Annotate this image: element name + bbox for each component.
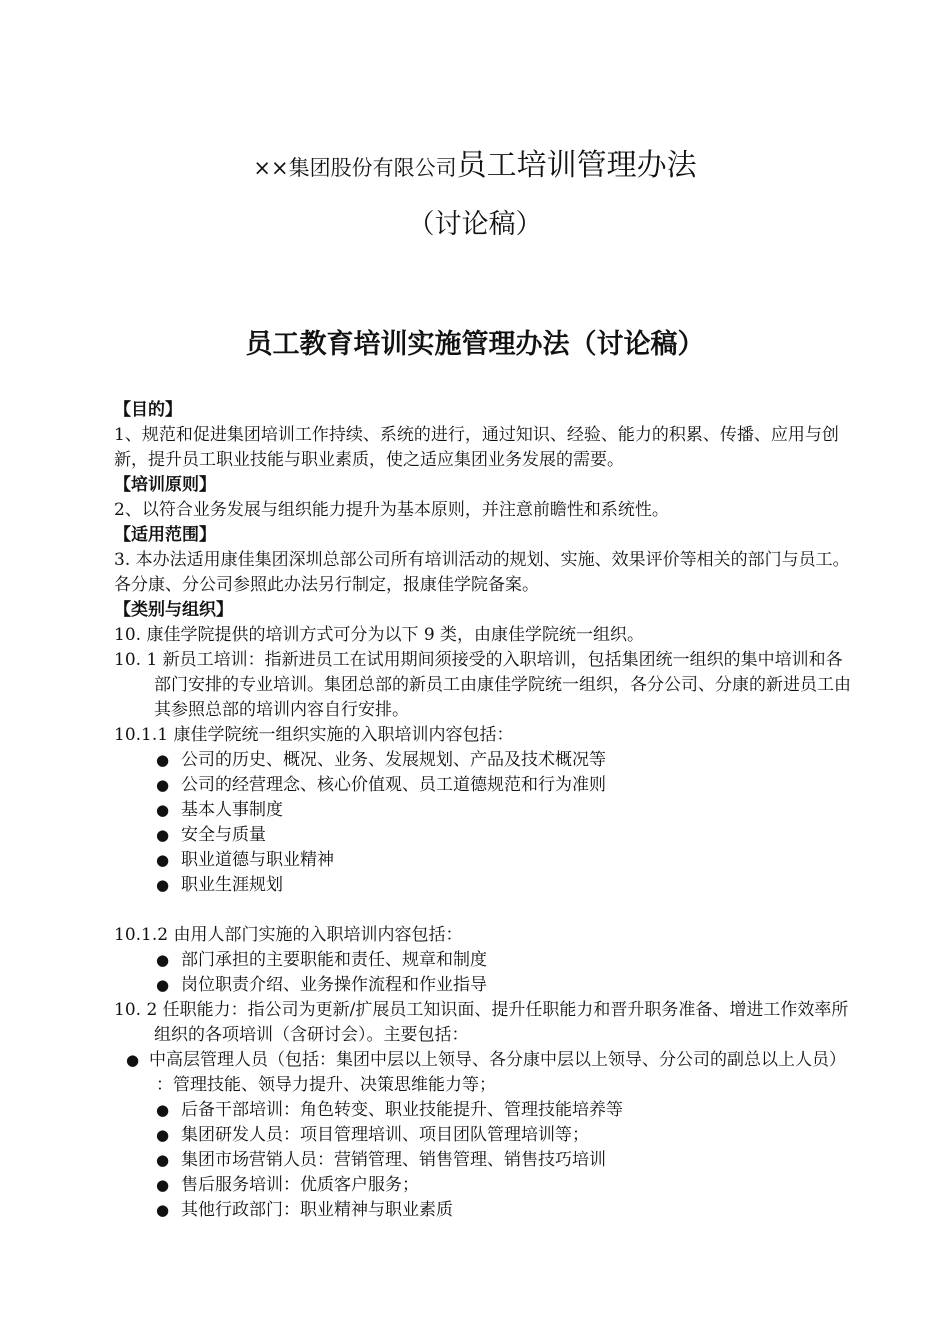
- list-item: ● 售后服务培训：优质客户服务；: [156, 1173, 854, 1198]
- bullet-icon: ●: [156, 751, 170, 769]
- document-title: [0, 140, 950, 184]
- list-item: ● 安全与质量: [156, 823, 854, 848]
- bullet-icon: ●: [156, 1201, 170, 1219]
- competency-list: [114, 1098, 854, 1223]
- scope-text: 3. 本办法适用康佳集团深圳总部公司所有培训活动的规划、实施、效果评价等相关的部门与员工。各分康、分公司参照此办法另行制定，报康佳学院备案。: [114, 550, 850, 595]
- list-item: ● 公司的经营理念、核心价值观、员工道德规范和行为准则: [156, 773, 854, 798]
- purpose-text: 1、规范和促进集团培训工作持续、系统的进行，通过知识、经验、能力的积累、传播、应用与创新，提升员工职业技能与职业素质，使之适应集团业务发展的需要。: [114, 425, 839, 470]
- bullet-icon: ●: [156, 851, 170, 869]
- list-item: ● 公司的历史、概况、业务、发展规划、产品及技术概况等: [156, 748, 854, 773]
- bullet-icon: ●: [156, 1176, 170, 1194]
- category-heading: 【类别与组织】: [114, 600, 233, 620]
- list-item: ● 基本人事制度: [156, 798, 854, 823]
- induction-college-list: [114, 748, 854, 898]
- bullet-icon: ●: [156, 1101, 170, 1119]
- list-item: ● 集团研发人员：项目管理培训、项目团队管理培训等；: [156, 1123, 854, 1148]
- principle-text: 2、以符合业务发展与组织能力提升为基本原则，并注意前瞻性和系统性。: [114, 500, 669, 520]
- list-item: ● 后备干部培训：角色转变、职业技能提升、管理技能培养等: [156, 1098, 854, 1123]
- list-item: ● 职业生涯规划: [156, 873, 854, 898]
- bullet-icon: ●: [156, 976, 170, 994]
- principle-heading: 【培训原则】: [114, 475, 216, 495]
- section-title: 员工教育培训实施管理办法（讨论稿）: [245, 329, 705, 360]
- category-intro: 10. 康佳学院提供的培训方式可分为以下 9 类，由康佳学院统一组织。: [114, 625, 645, 645]
- competency-first-item: ● 中高层管理人员（包括：集团中层以上领导、各分康中层以上领导、分公司的副总以上人员） ：管理技能、领导力提升、决策思维能力等；: [126, 1050, 846, 1095]
- draft-label: （讨论稿）: [407, 209, 543, 240]
- induction-college-intro: 10.1.1 康佳学院统一组织实施的入职培训内容包括：: [114, 725, 514, 745]
- list-item: ● 集团市场营销人员：营销管理、销售管理、销售技巧培训: [156, 1148, 854, 1173]
- list-item: ● 其他行政部门：职业精神与职业素质: [156, 1198, 854, 1223]
- bullet-icon: ●: [156, 1126, 170, 1144]
- list-item: ● 部门承担的主要职能和责任、规章和制度: [156, 948, 854, 973]
- bullet-icon: ●: [156, 801, 170, 819]
- bullet-icon: ●: [156, 776, 170, 794]
- competency-training: 10. 2 任职能力：指公司为更新/扩展员工知识面、提升任职能力和晋升职务准备、增进工作效率所组织的各项培训（含研讨会）。主要包括：: [114, 1000, 849, 1045]
- list-item: ● 职业道德与职业精神: [156, 848, 854, 873]
- blank-line: [114, 898, 854, 923]
- company-name: ××集团股份有限公司: [253, 156, 457, 180]
- bullet-icon: ●: [156, 1151, 170, 1169]
- document-body: [114, 398, 854, 1223]
- bullet-icon: ●: [156, 826, 170, 844]
- main-title: 员工培训管理办法: [456, 148, 697, 183]
- list-item: ● 岗位职责介绍、业务操作流程和作业指导: [156, 973, 854, 998]
- bullet-icon: ●: [156, 951, 170, 969]
- purpose-heading: 【目的】: [114, 400, 182, 420]
- bullet-icon: ●: [126, 1051, 140, 1069]
- bullet-icon: ●: [156, 876, 170, 894]
- induction-dept-intro: 10.1.2 由用人部门实施的入职培训内容包括：: [114, 925, 463, 945]
- new-staff-training: 10. 1 新员工培训：指新进员工在试用期间须接受的入职培训，包括集团统一组织的集中培训和各部门安排的专业培训。集团总部的新员工由康佳学院统一组织，各分公司、分康的新进员工由其参照总部的培训内容自行安排。: [114, 650, 851, 720]
- scope-heading: 【适用范围】: [114, 525, 216, 545]
- induction-dept-list: [114, 948, 854, 998]
